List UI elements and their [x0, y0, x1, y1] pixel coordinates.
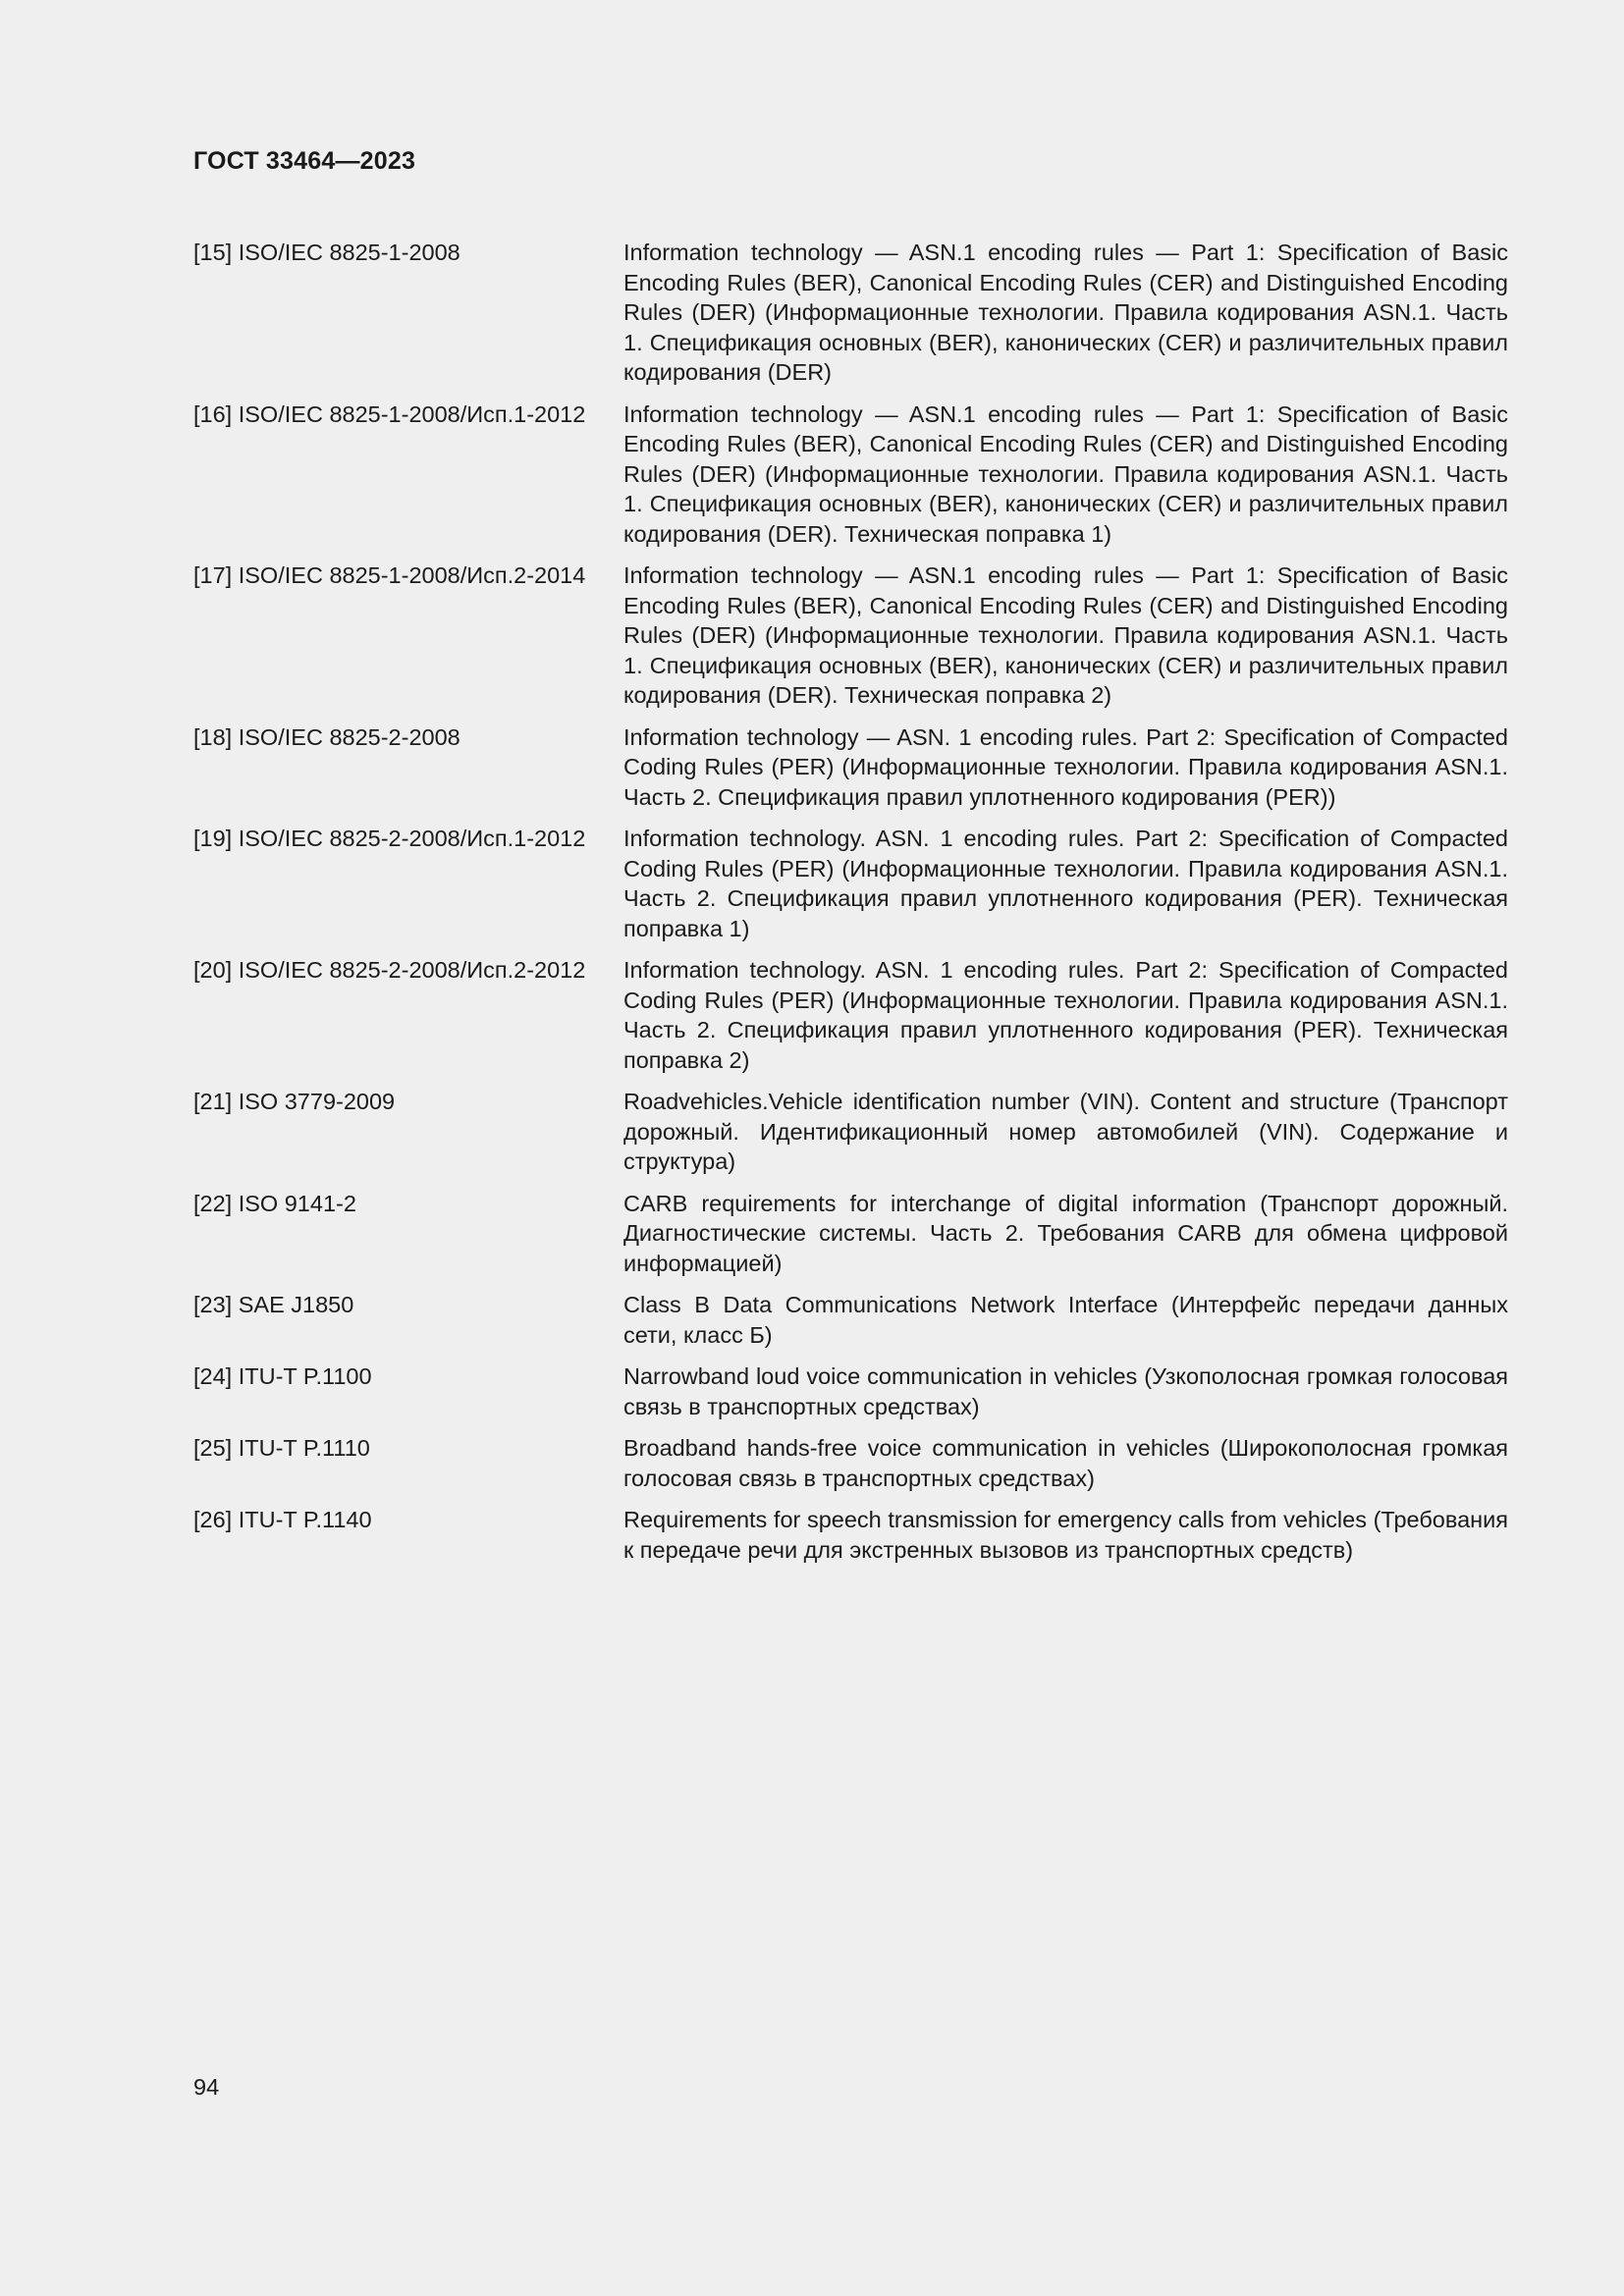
reference-id: [19] ISO/IEC 8825-2-2008/Исп.1-2012 — [193, 826, 586, 851]
reference-title: Information technology — ASN.1 encoding rules — Part 1: Specification of Basic Encoding Rules (BER), Canonical Encoding Rules (CER) and Distinguished Encoding Rules (DER) (Информационные технологии. Правила кодирования ASN.1. Часть 1. Спецификация основных (BER), канонических (CER) и различительных правил кодирования (DER). Техническая поправка 2) — [623, 562, 1508, 708]
reference-entry — [193, 824, 1508, 943]
reference-title: Roadvehicles.Vehicle identification number (VIN). Content and structure (Транспорт дорожный. Идентификационный номер автомобилей (VIN). Содержание и структура) — [623, 1089, 1508, 1174]
document-header: ГОСТ 33464—2023 — [193, 147, 416, 175]
reference-id: [23] SAE J1850 — [193, 1292, 354, 1317]
reference-title: CARB requirements for interchange of digital information (Транспорт дорожный. Диагностические системы. Часть 2. Требования CARB для обмена цифровой информацией) — [623, 1190, 1508, 1276]
reference-id: [18] ISO/IEC 8825-2-2008 — [193, 723, 460, 750]
reference-entry — [193, 1189, 1508, 1279]
reference-title: Information technology. ASN. 1 encoding rules. Part 2: Specification of Compacted Coding Rules (PER) (Информационные технологии. Правила кодирования ASN.1. Часть 2. Спецификация правил уплотненного кодирования (PER). Техническая поправка 2) — [623, 957, 1508, 1073]
reference-entry — [193, 1505, 1508, 1565]
reference-entry — [193, 1087, 1508, 1177]
reference-id: [24] ITU-T P.1100 — [193, 1363, 372, 1389]
reference-title: Information technology — ASN. 1 encoding rules. Part 2: Specification of Compacted Coding Rules (PER) (Информационные технологии. Правила кодирования ASN.1. Часть 2. Спецификация правил уплотненного кодирования (PER)) — [623, 723, 1508, 810]
page-number: 94 — [193, 2074, 220, 2100]
reference-id: [16] ISO/IEC 8825-1-2008/Исп.1-2012 — [193, 400, 586, 427]
reference-id: [21] ISO 3779-2009 — [193, 1089, 396, 1114]
reference-title: Information technology. ASN. 1 encoding rules. Part 2: Specification of Compacted Coding Rules (PER) (Информационные технологии. Правила кодирования ASN.1. Часть 2. Спецификация правил уплотненного кодирования (PER). Техническая поправка 1) — [623, 826, 1508, 941]
bibliography-list — [193, 238, 1508, 1576]
reference-id: [22] ISO 9141-2 — [193, 1190, 356, 1216]
reference-id: [15] ISO/IEC 8825-1-2008 — [193, 240, 460, 265]
reference-title: Requirements for speech transmission for emergency calls from vehicles (Требования к передаче речи для экстренных вызовов из транспортных средств) — [623, 1507, 1508, 1563]
reference-entry — [193, 722, 1508, 813]
reference-title: Information technology — ASN.1 encoding rules — Part 1: Specification of Basic Encoding Rules (BER), Canonical Encoding Rules (CER) and Distinguished Encoding Rules (DER) (Информационные технологии. Правила кодирования ASN.1. Часть 1. Спецификация основных (BER), канонических (CER) и различительных правил кодирования (DER) — [623, 240, 1508, 385]
reference-title: Information technology — ASN.1 encoding rules — Part 1: Specification of Basic Encoding Rules (BER), Canonical Encoding Rules (CER) and Distinguished Encoding Rules (DER) (Информационные технологии. Правила кодирования ASN.1. Часть 1. Спецификация основных (BER), канонических (CER) и различительных правил кодирования (DER). Техническая поправка 1) — [623, 400, 1508, 547]
reference-title: Class B Data Communications Network Interface (Интерфейс передачи данных сети, класс Б) — [623, 1292, 1508, 1348]
reference-title: Narrowband loud voice communication in vehicles (Узкополосная громкая голосовая связь в транспортных средствах) — [623, 1363, 1508, 1419]
reference-entry — [193, 1433, 1508, 1493]
reference-title: Broadband hands-free voice communication in vehicles (Широкополосная громкая голосовая связь в транспортных средствах) — [623, 1435, 1508, 1491]
reference-id: [26] ITU-T P.1140 — [193, 1507, 372, 1532]
reference-entry — [193, 1290, 1508, 1350]
reference-id: [20] ISO/IEC 8825-2-2008/Исп.2-2012 — [193, 957, 586, 983]
reference-entry — [193, 238, 1508, 388]
reference-entry — [193, 1362, 1508, 1421]
reference-entry — [193, 561, 1508, 711]
reference-entry — [193, 400, 1508, 550]
reference-entry — [193, 955, 1508, 1075]
reference-id: [17] ISO/IEC 8825-1-2008/Исп.2-2014 — [193, 562, 586, 588]
reference-id: [25] ITU-T P.1110 — [193, 1435, 370, 1461]
